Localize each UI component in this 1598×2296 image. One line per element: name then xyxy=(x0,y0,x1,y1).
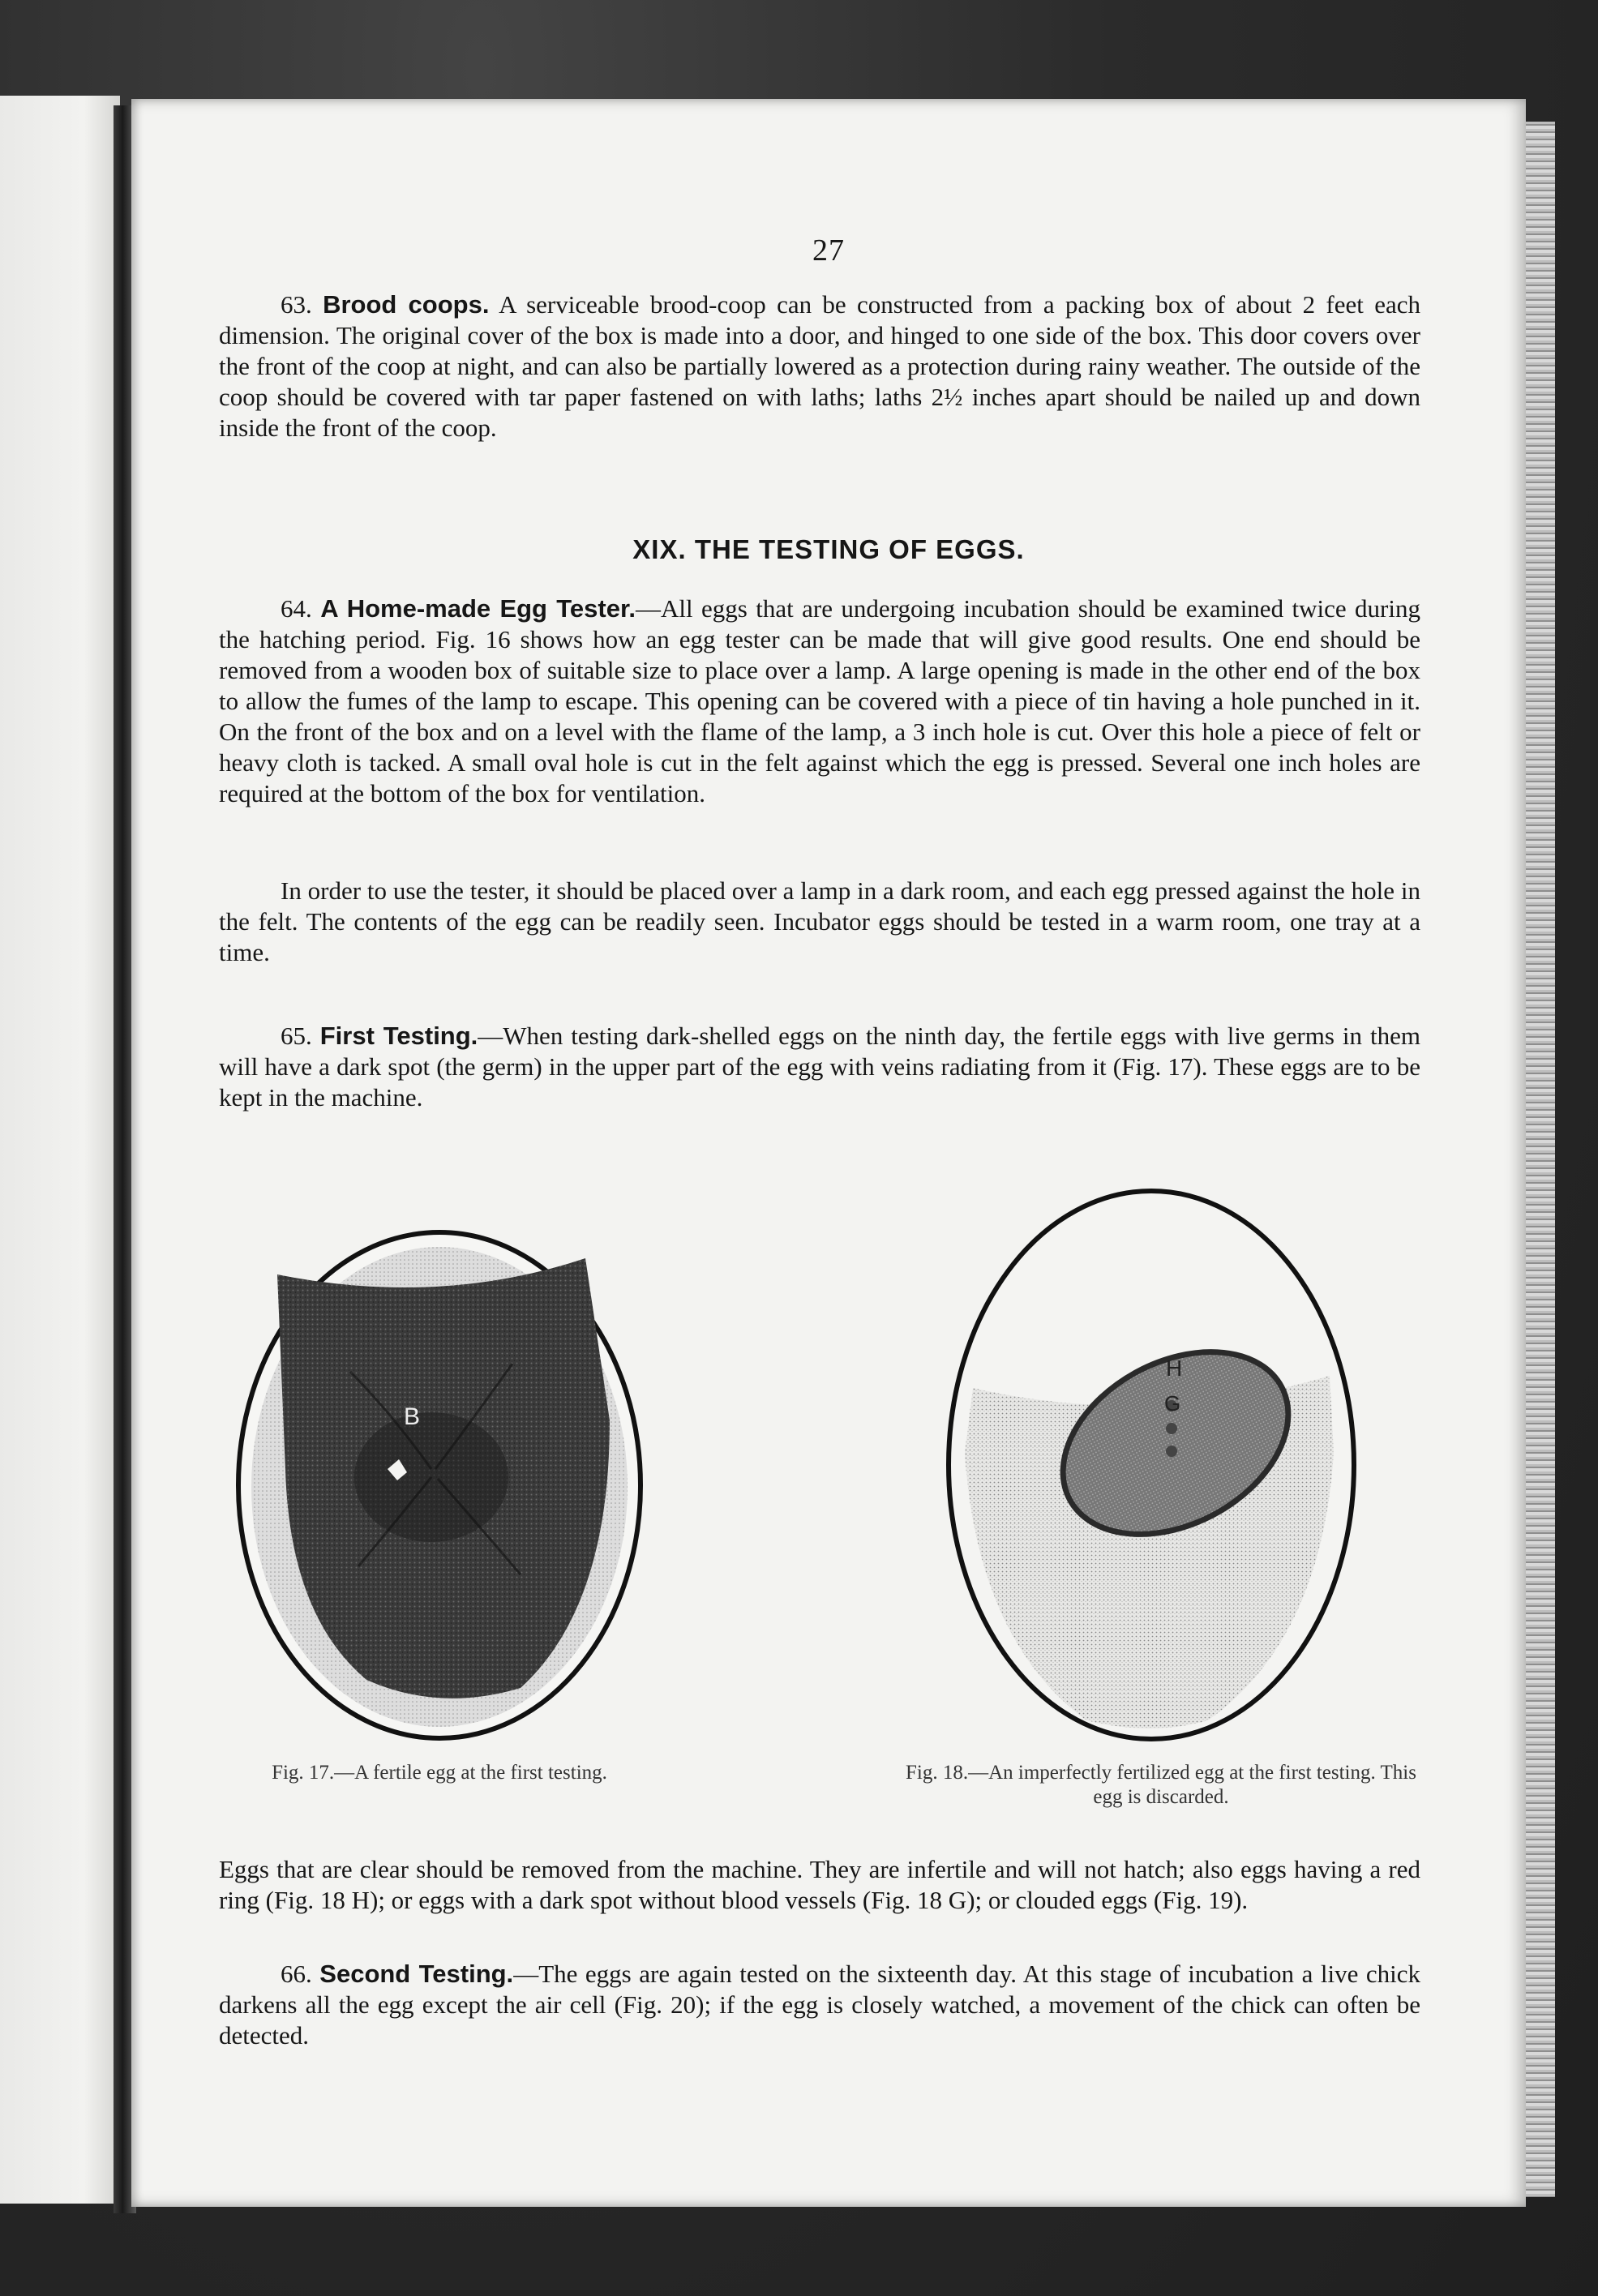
book-page xyxy=(131,99,1526,2207)
section-body: —All eggs that are undergoing incubation should be examined twice during the hatching period. Fig. 16 shows how an egg tester can be made that will give good results. One end should be removed from a wooden box of suitable size to place over a lamp. A large opening is made in the other end of the box to allow the fumes of the lamp to escape. This opening can be covered with a piece of tin having a hole punched in it. On the front of the box and on a level with the flame of the lamp, a 3 inch hole is cut. Over this hole a piece of felt or heavy cloth is tacked. A small oval hole is cut in the felt against which the egg is pressed. Several one inch holes are required at the bottom of the box for ventilation. xyxy=(219,594,1420,807)
section-number: 63. xyxy=(281,290,312,319)
section-title: First Testing. xyxy=(319,1022,478,1050)
paragraph: Eggs that are clear should be removed from the machine. They are infertile and will not hatch; also eggs having a red ring (Fig. 18 H); or eggs with a dark spot without blood vessels (Fig. 18 G); or clouded eggs (Fig. 19). xyxy=(219,1855,1420,1914)
section-number: 64. xyxy=(281,594,312,623)
facing-page-edge xyxy=(0,96,120,2204)
section-63 xyxy=(219,289,1420,443)
section-64 xyxy=(219,593,1420,809)
section-title: Second Testing. xyxy=(319,1960,514,1988)
page-number: 27 xyxy=(812,233,845,268)
section-number: 66. xyxy=(281,1960,312,1988)
paragraph xyxy=(219,1021,1420,1113)
paragraph: In order to use the tester, it should be placed over a lamp in a dark room, and each egg pressed against the hole in the felt. The contents of the egg can be readily seen. Incubator eggs should be tested in a warm room, one tray at a time. xyxy=(219,876,1420,966)
section-number: 65. xyxy=(281,1022,312,1050)
paragraph xyxy=(219,289,1420,443)
label-b: B xyxy=(404,1403,421,1430)
section-title: A Home-made Egg Tester. xyxy=(320,594,636,623)
paragraph xyxy=(219,1959,1420,2051)
section-title: Brood coops. xyxy=(323,290,490,319)
chapter-heading: XIX. THE TESTING OF EGGS. xyxy=(632,534,1025,564)
figure-17-caption: Fig. 17.—A fertile egg at the first testing. xyxy=(272,1762,607,1784)
section-64-continued xyxy=(219,876,1420,968)
section-65 xyxy=(219,1021,1420,1113)
page-stack-edge xyxy=(1523,122,1555,2197)
section-66 xyxy=(219,1959,1420,2051)
section-body: A serviceable brood-coop can be constructed from a packing box of about 2 feet each dimension. The original cover of the box is made into a door, and hinged to one side of the box. This door covers over the front of the coop at night, and can also be partially lowered as a protection during rainy weather. The outside of the coop should be covered with tar paper fastened on with laths; laths 2½ inches apart should be nailed up and down inside the front of the coop. xyxy=(219,290,1420,442)
section-body: —The eggs are again tested on the sixteenth day. At this stage of incubation a live chick darkens all the egg except the air cell (Fig. 20); if the egg is closely watched, a movement of the chick can often be detected. xyxy=(219,1960,1421,2050)
figure-18-imperfect-egg xyxy=(940,1185,1362,1745)
figure-17-fertile-egg xyxy=(229,1226,650,1745)
paragraph xyxy=(219,593,1420,809)
figure-18-caption: Fig. 18.—An imperfectly fertilized egg at the first testing. This egg is discarded. xyxy=(906,1762,1416,1808)
label-g: G xyxy=(1164,1391,1181,1416)
label-h: H xyxy=(1166,1356,1183,1381)
section-65-continued xyxy=(219,1854,1420,1916)
section-body: —When testing dark-shelled eggs on the ninth day, the fertile eggs with live germs in them will have a dark spot (the germ) in the upper part of the egg with veins radiating from it (Fig. 17). These eggs are to be kept in the machine. xyxy=(219,1022,1420,1112)
